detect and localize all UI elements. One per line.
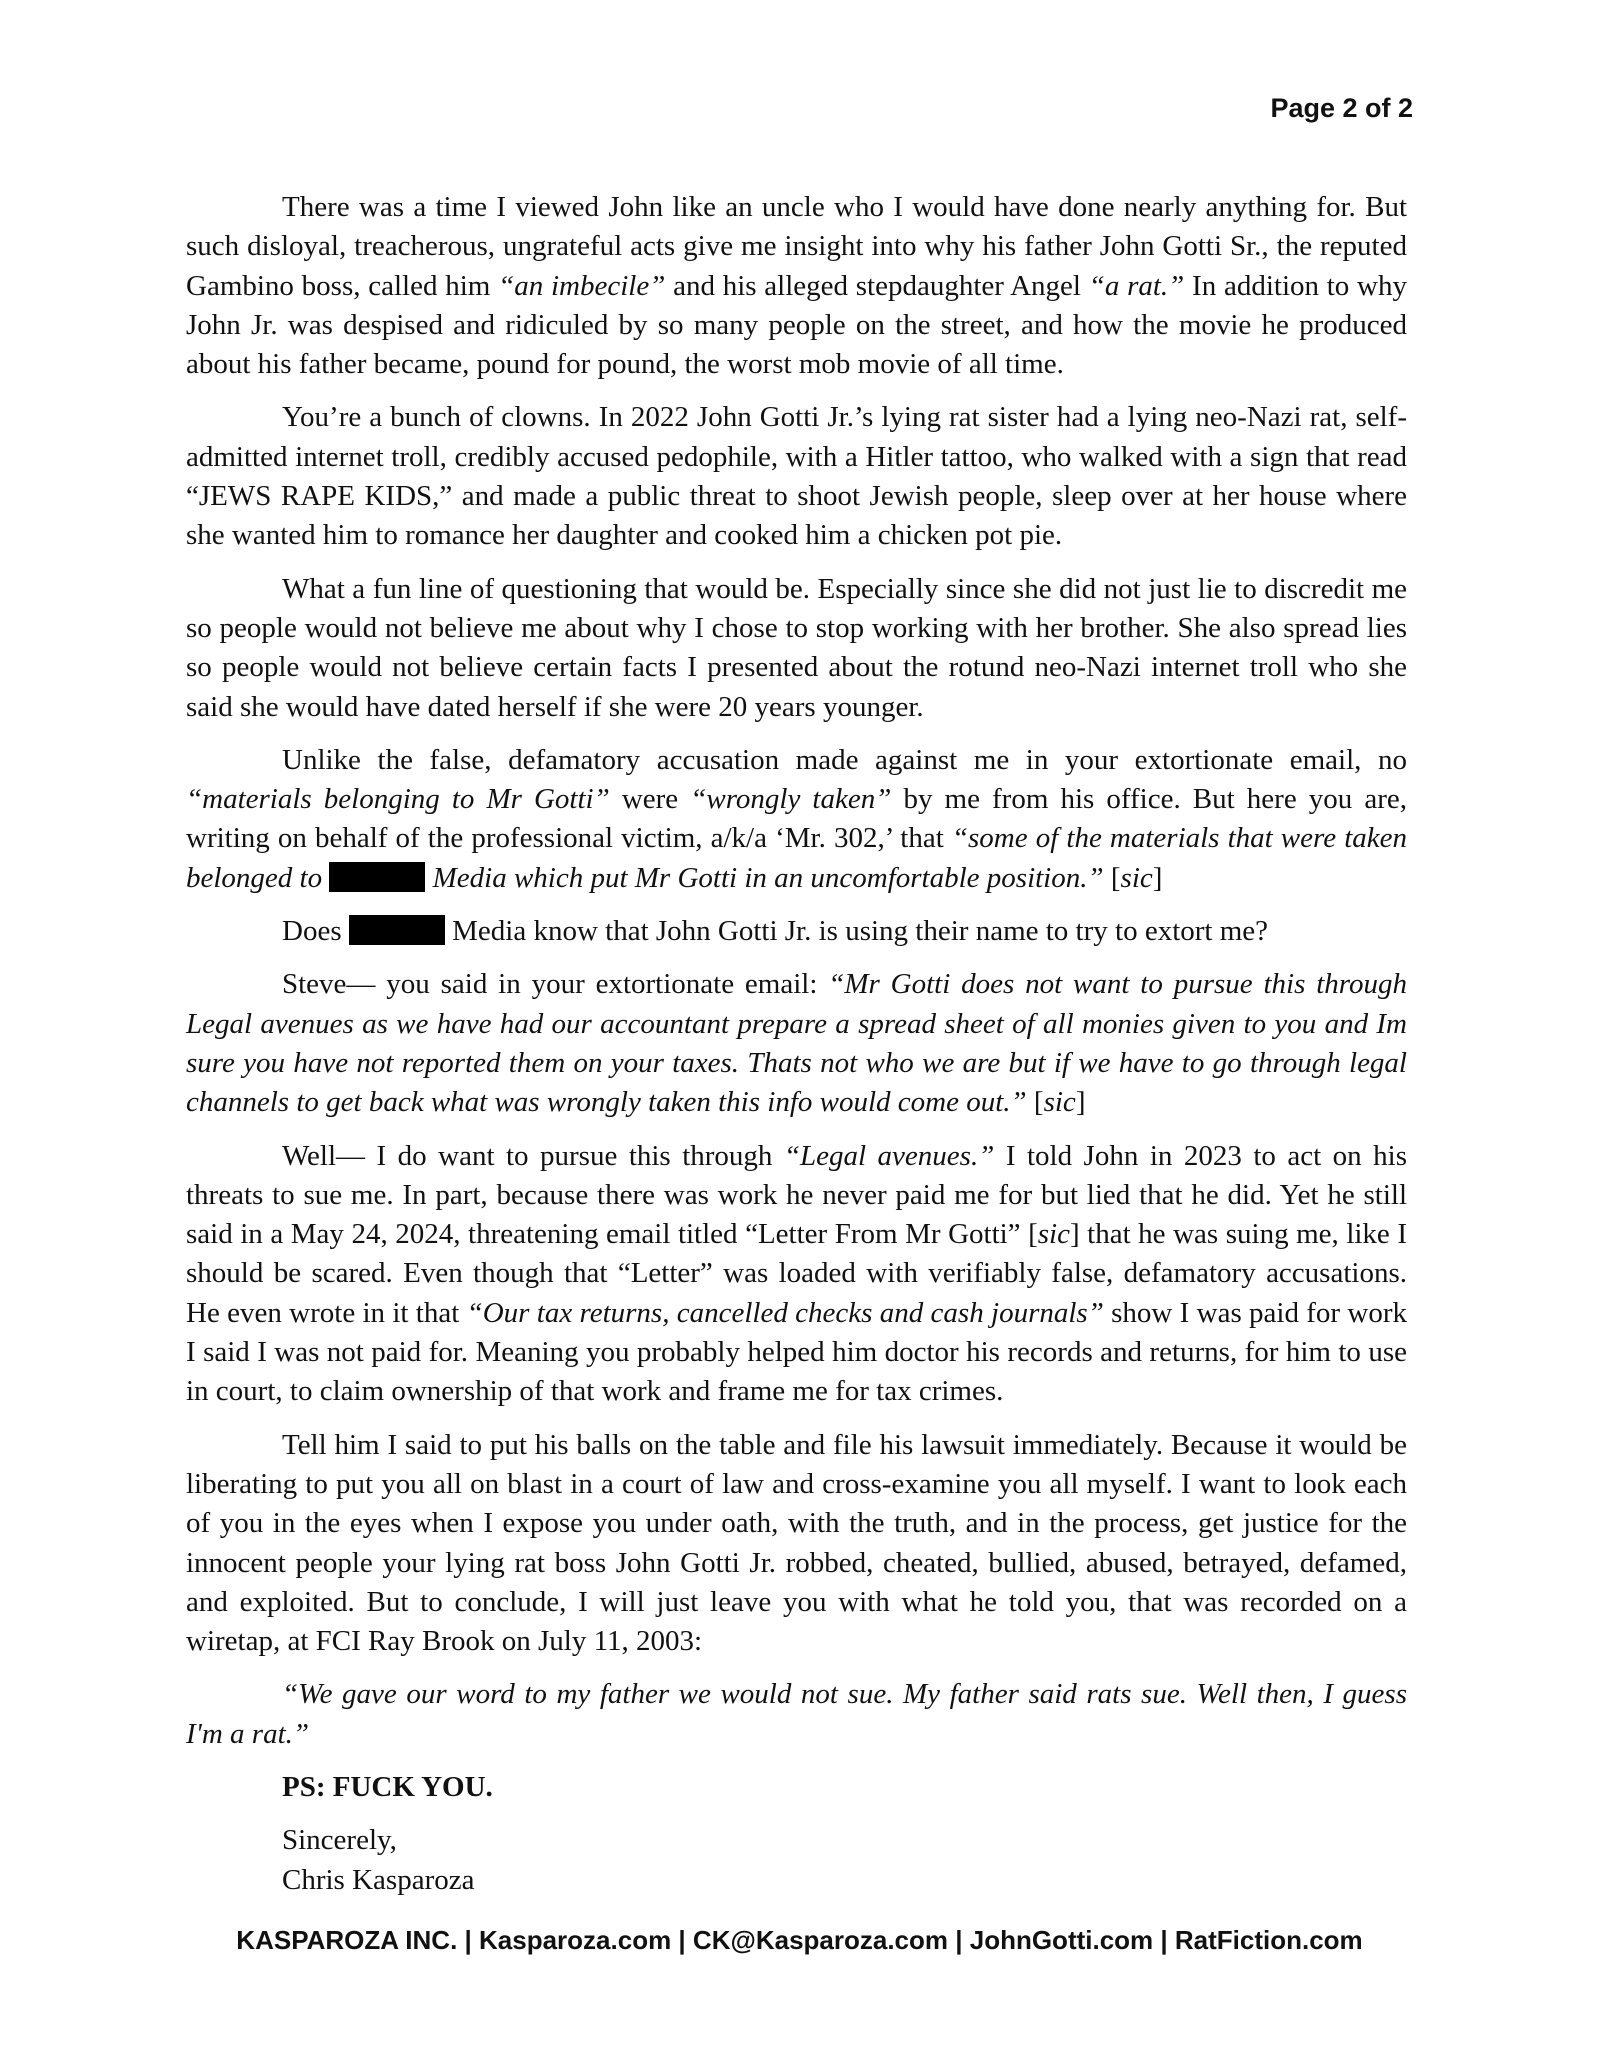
quote: “Legal avenues.” (783, 1139, 995, 1172)
paragraph-3: What a fun line of questioning that would be. Especially since she did not just lie to discredit me so people would not believe me about why I chose to stop working with her brother. She also spread lies so people would not believe certain facts I presented about the rotund neo-Nazi internet troll who she said she would have dated herself if she were 20 years younger. (186, 572, 1407, 723)
paragraph-6 (186, 965, 1407, 1122)
sic-mark: sic (1120, 861, 1153, 894)
quote: “materials belonging to Mr Gotti” (186, 783, 610, 816)
signer-name: Chris Kasparoza (282, 1863, 475, 1896)
text: Well— I do want to pursue this through (282, 1139, 784, 1172)
text: ] that he was suing me, like I should be scared. Even though that “Letter” was loaded with verifiably false, defamatory accusations. He even wrote in it that (186, 1218, 1407, 1329)
text: show I was paid for work I said I was not paid for. Meaning you probably helped him doctor his records and returns, for him to use in court, to claim ownership of that work and frame me for tax crimes. (186, 1296, 1407, 1408)
text: and his alleged stepdaughter Angel (665, 269, 1089, 302)
sic-mark: sic (1037, 1218, 1070, 1251)
text: [ (1026, 1086, 1044, 1119)
wiretap-quote: “We gave our word to my father we would not sue. My father said rats sue. Well then, I guess I'm a rat.” (186, 1678, 1407, 1750)
page-number: Page 2 of 2 (1270, 93, 1413, 123)
paragraph-7 (186, 1137, 1407, 1412)
paragraph-1 (186, 188, 1407, 384)
quote: “Mr Gotti does not want to pursue this through Legal avenues as we have had our accountant prepare a spread sheet of all monies given to you and Im sure you have not reported them on your taxes. Thats not who we are but if we have to go through legal channels to get back what was wrongly taken this info would come out.” (186, 968, 1407, 1119)
text: by me from his office. But here you are, writing on behalf of the professional victim, a/k/a ‘Mr. 302,’ that (186, 783, 1407, 855)
paragraph-8: Tell him I said to put his balls on the table and file his lawsuit immediately. Because it would be liberating to put you all on blast in a court of law and cross-examine you all myself. I want to look each of you in the eyes when I expose you under oath, with the truth, and in the process, get justice for the innocent people your lying rat boss John Gotti Jr. robbed, cheated, bullied, abused, betrayed, defamed, and exploited. But to conclude, I will just leave you with what he told you, that was recorded on a wiretap, at FCI Ray Brook on July 11, 2003: (186, 1428, 1407, 1658)
quote: “some of the materials that were taken belonged to (186, 822, 1407, 894)
text: Steve— you said in your extortionate email: (282, 968, 829, 1001)
paragraph-2: You’re a bunch of clowns. In 2022 John Gotti Jr.’s lying rat sister had a lying neo-Nazi rat, self-admitted internet troll, credibly accused pedophile, with a Hitler tattoo, who walked with a sign that read “JEWS RAPE KIDS,” and made a public threat to shoot Jewish people, sleep over at her house where she wanted him to romance her daughter and cooked him a chicken pot pie. (186, 401, 1407, 552)
text: Does (282, 915, 342, 948)
quote: “a rat.” (1088, 269, 1185, 302)
text: I told John in 2023 to act on his threats to sue me. In part, because there was work he never paid me for but lied that he did. Yet he still said in a May 24, 2024, threatening email titled “Letter From Mr Gotti” [ (186, 1139, 1407, 1251)
paragraph-4 (186, 741, 1407, 898)
signoff (282, 1821, 1407, 1900)
sic-mark: sic (1043, 1086, 1076, 1119)
letter-body (186, 188, 1407, 1900)
quote: Media which put Mr Gotti in an uncomfortable position.” (432, 861, 1104, 894)
quote: “Our tax returns, cancelled checks and cash journals” (466, 1296, 1104, 1329)
text: In addition to why John Jr. was despised and ridiculed by so many people on the street, and how the movie he produced about his father became, pound for pound, the worst mob movie of all time. (186, 269, 1408, 381)
quote: “an imbecile” (498, 269, 666, 302)
text: ] (1152, 861, 1163, 894)
postscript: PS: FUCK YOU. (282, 1770, 493, 1803)
redaction-block (349, 915, 445, 945)
text: Media know that John Gotti Jr. is using their name to try to extort me? (452, 915, 1269, 948)
redaction-block (329, 862, 425, 892)
text: ] (1075, 1086, 1086, 1119)
text: were (609, 783, 691, 816)
closing: Sincerely, (282, 1824, 397, 1857)
text: There was a time I viewed John like an uncle who I would have done nearly anything for. But such disloyal, treacherous, ungrateful acts give me insight into why his father John Gotti Sr., the reputed Gambino boss, called him (186, 191, 1407, 302)
quote: “wrongly taken” (690, 783, 892, 816)
paragraph-5 (186, 912, 1407, 951)
text: Unlike the false, defamatory accusation made against me in your extortionate email, no (282, 743, 1407, 776)
footer: KASPAROZA INC. | Kasparoza.com | CK@Kasparoza.com | JohnGotti.com | RatFiction.com (236, 1925, 1363, 1955)
text: [ (1103, 861, 1121, 894)
